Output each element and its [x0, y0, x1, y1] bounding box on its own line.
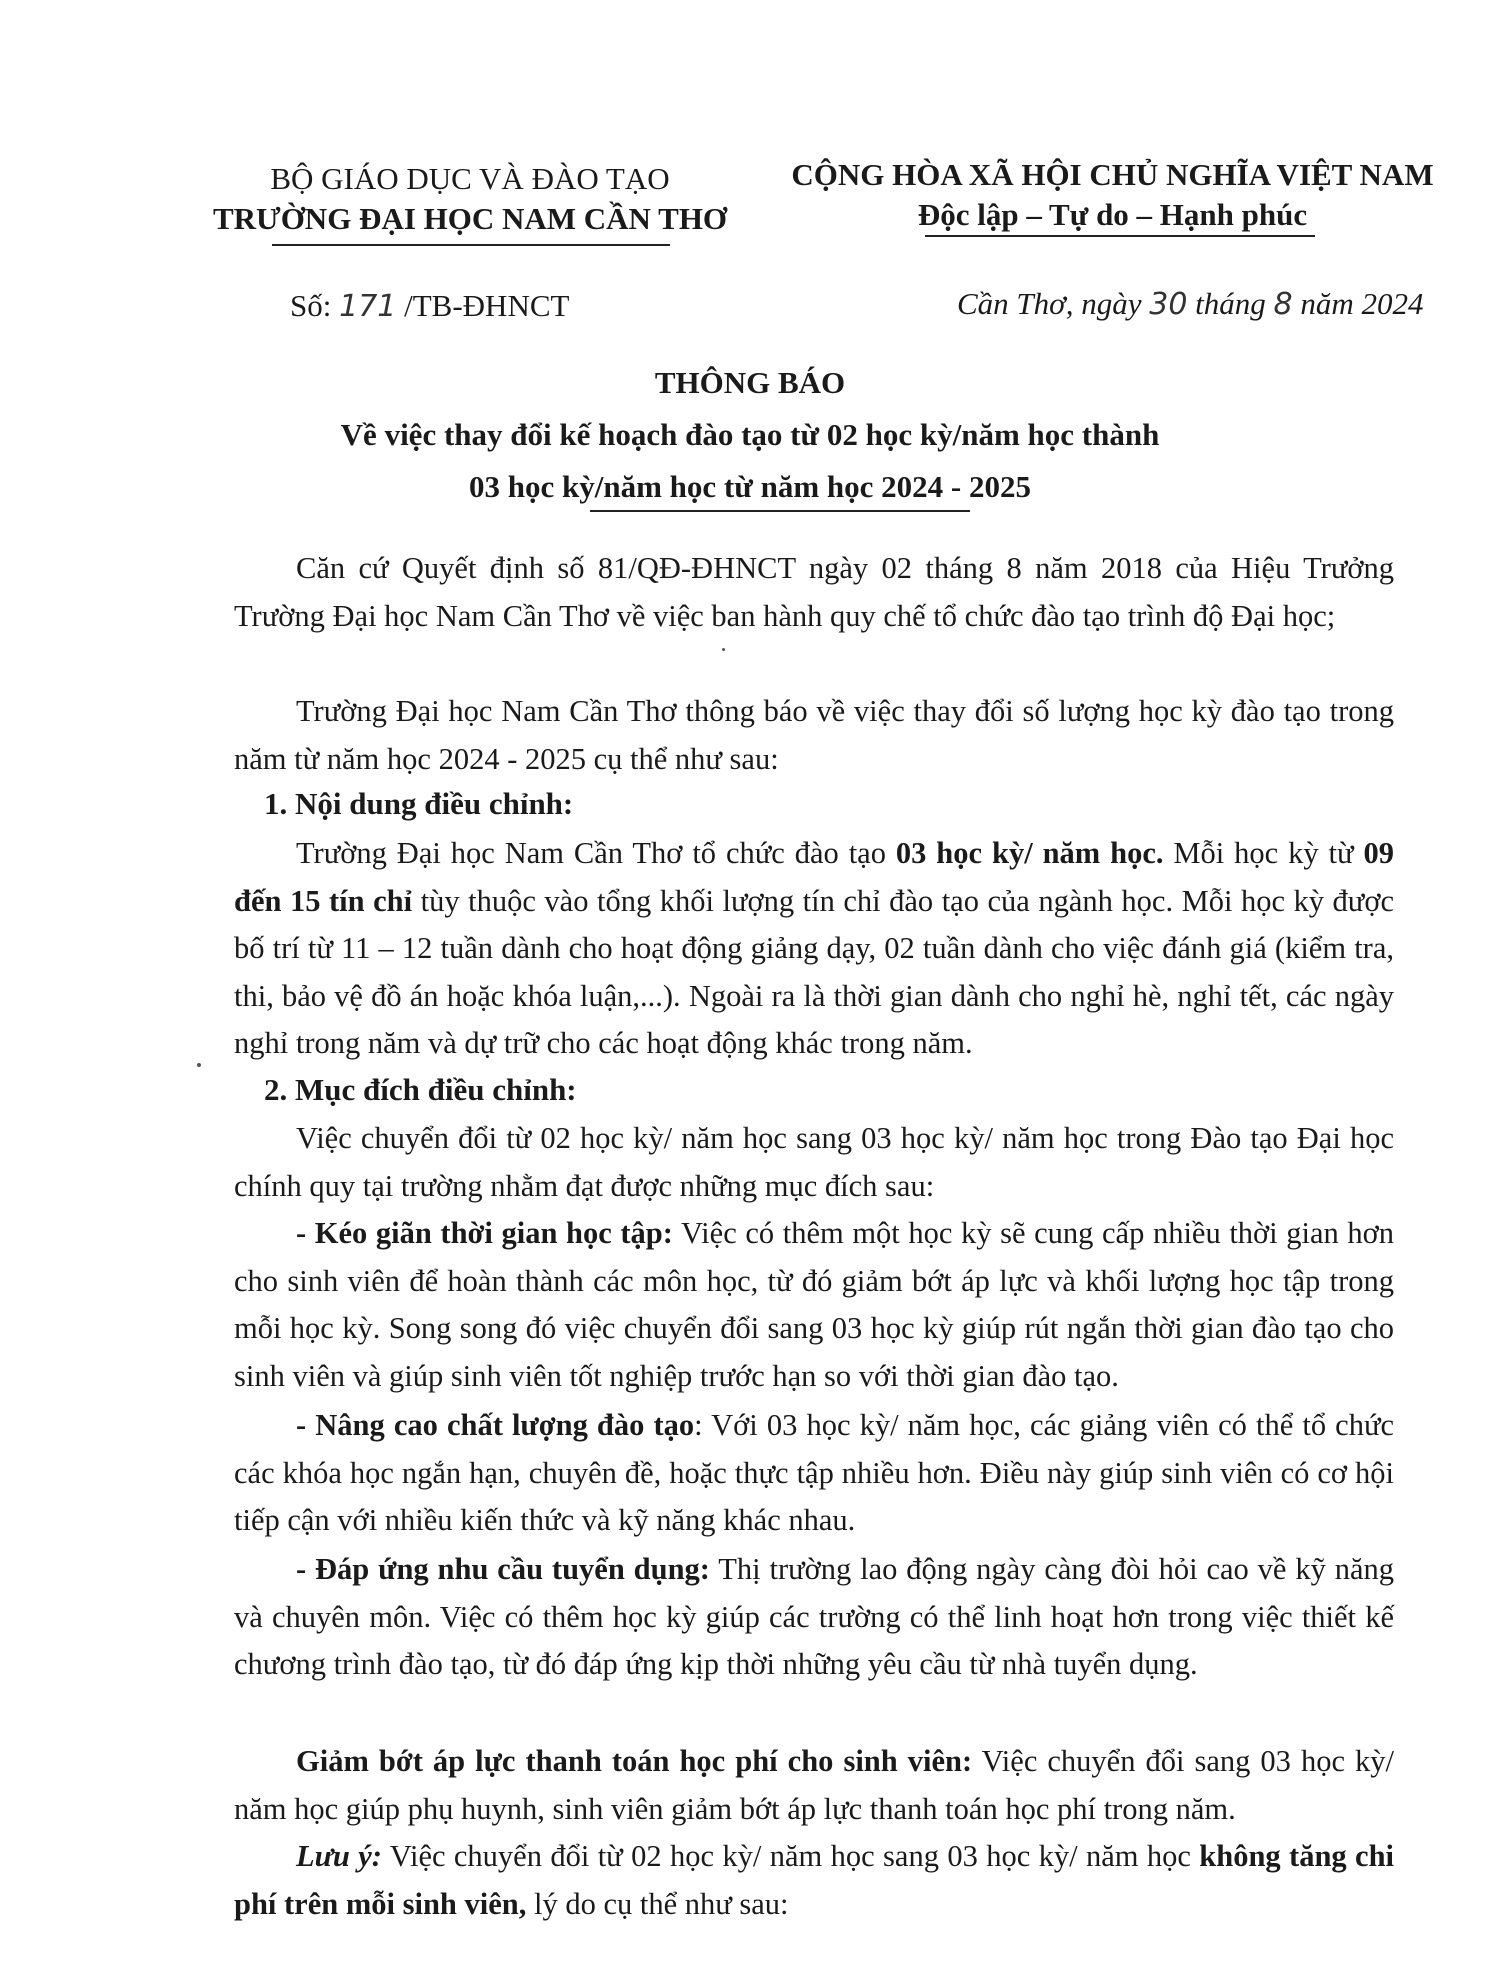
content-text-e: tùy thuộc vào tổng khối lượng tín chỉ đào tạo của ngành học. Mỗi học kỳ được bố trí từ 11 – 12 tuần dành cho hoạt động giảng dạy, 02 tuần dành cho việc đánh giá (kiểm tra, thi, bảo vệ đồ án hoặc khóa luận,...). Ngoài ra là thời gian dành cho nghỉ hè, nghỉ tết, các ngày nghỉ trong năm và dự trữ cho các hoạt động khác trong năm.	[234, 883, 1394, 1060]
paragraph-legal-basis	[234, 545, 1394, 640]
doc-number-handwritten: 171	[339, 289, 397, 324]
bullet2-text: : Với 03 học kỳ/ năm học, các giảng viên có thể tổ chức các khóa học ngắn hạn, chuyên đề, hoặc thực tập nhiều hơn. Điều này giúp sinh viên có cơ hội tiếp cận với nhiều kiến thức và kỹ năng khác nhau.	[234, 1408, 1395, 1537]
doc-number-suffix: /TB-ĐHNCT	[404, 288, 570, 323]
national-motto: Độc lập – Tự do – Hạnh phúc	[917, 197, 1308, 232]
university-name: TRƯỜNG ĐẠI HỌC NAM CẦN THƠ	[212, 201, 728, 236]
bullet-tuition	[234, 1738, 1394, 1833]
notice-subject-line2: 03 học kỳ/năm học từ năm học 2024 - 2025	[469, 469, 1031, 504]
motto-underline	[925, 235, 1315, 237]
note-bold: không tăng chi phí trên mỗi sinh viên,	[234, 1839, 1395, 1921]
date-month: 8	[1273, 287, 1293, 322]
bullet4-text: Việc chuyển đổi sang 03 học kỳ/ năm học giúp phụ huynh, sinh viên giảm bớt áp lực thanh toán học phí trong năm.	[234, 1744, 1394, 1826]
purpose-intro-text: Việc chuyển đổi từ 02 học kỳ/ năm học sang 03 học kỳ/ năm học trong Đào tạo Đại học chính quy tại trường nhằm đạt được những mục đích sau:	[234, 1121, 1394, 1203]
notice-subject-line1: Về việc thay đổi kế hoạch đào tạo từ 02 học kỳ/năm học thành	[340, 417, 1160, 452]
paragraph-announcement	[234, 688, 1394, 783]
paragraph-content	[234, 830, 1394, 1068]
paragraph-purpose-intro	[234, 1115, 1394, 1210]
republic-name: CỘNG HÒA XÃ HỘI CHỦ NGHĨA VIỆT NAM	[791, 157, 1434, 192]
content-bold-credits: 09 đến 15 tín chỉ	[234, 836, 1394, 918]
note-text: Việc chuyển đổi từ 02 học kỳ/ năm học sang 03 học kỳ/ năm học	[381, 1839, 1200, 1873]
bullet-quality	[234, 1402, 1394, 1545]
bullet3-text: Thị trường lao động ngày càng đòi hỏi cao về kỹ năng và chuyên môn. Việc có thêm học kỳ giúp các trường có thể linh hoạt hơn trong việc thiết kế chương trình đào tạo, từ đó đáp ứng kịp thời những yêu cầu từ nhà tuyển dụng.	[234, 1552, 1394, 1681]
ministry-name: BỘ GIÁO DỤC VÀ ĐÀO TẠO	[270, 161, 670, 196]
bullet2-label: - Nâng cao chất lượng đào tạo	[296, 1408, 695, 1442]
content-text-a: Trường Đại học Nam Cần Thơ tổ chức đào tạo	[296, 836, 896, 870]
content-text-c: Mỗi học kỳ từ	[1163, 836, 1364, 870]
bullet3-label: - Đáp ứng nhu cầu tuyển dụng:	[296, 1552, 710, 1586]
bullet-extend-study-time	[234, 1210, 1394, 1400]
title-underline	[590, 510, 970, 512]
notice-title: THÔNG BÁO	[654, 365, 846, 400]
legal-basis-text: Căn cứ Quyết định số 81/QĐ-ĐHNCT ngày 02 tháng 8 năm 2018 của Hiệu Trưởng Trường Đại học Nam Cần Thơ về việc ban hành quy chế tổ chức đào tạo trình độ Đại học;	[234, 551, 1394, 633]
bullet1-text: Việc có thêm một học kỳ sẽ cung cấp nhiều thời gian hơn cho sinh viên để hoàn thành các môn học, từ đó giảm bớt áp lực và khối lượng học tập trong mỗi học kỳ. Song song đó việc chuyển đổi sang 03 học kỳ giúp rút ngắn thời gian đào tạo cho sinh viên và giúp sinh viên tốt nghiệp trước hạn so với thời gian đào tạo.	[234, 1216, 1394, 1393]
paragraph-note	[234, 1833, 1394, 1928]
document-number	[290, 286, 569, 327]
bullet4-label: Giảm bớt áp lực thanh toán học phí cho sinh viên:	[296, 1744, 973, 1778]
date-city: Cần Thơ, ngày	[957, 286, 1142, 321]
bullet1-label: - Kéo giãn thời gian học tập:	[296, 1216, 673, 1250]
header-right	[785, 155, 1440, 235]
date-day: 30	[1149, 287, 1188, 322]
doc-number-prefix: Số:	[290, 288, 332, 323]
bullet-recruitment	[234, 1546, 1394, 1689]
announcement-text: Trường Đại học Nam Cần Thơ thông báo về việc thay đổi số lượng học kỳ đào tạo trong năm từ năm học 2024 - 2025 cụ thể như sau:	[234, 694, 1394, 776]
section-heading-2: 2. Mục đích điều chỉnh:	[264, 1072, 577, 1107]
header-left-underline	[272, 244, 670, 246]
issue-date	[957, 284, 1424, 325]
date-month-label: tháng	[1195, 286, 1266, 321]
header-left	[190, 159, 750, 239]
scan-speck	[722, 648, 725, 651]
date-year: năm 2024	[1300, 286, 1424, 321]
section-heading-1: 1. Nội dung điều chỉnh:	[264, 786, 574, 821]
content-bold-semesters: 03 học kỳ/ năm học.	[895, 836, 1164, 870]
note-label: Lưu ý:	[296, 1839, 382, 1873]
note-end: lý do cụ thể như sau:	[526, 1886, 789, 1921]
scan-speck	[197, 1063, 201, 1067]
